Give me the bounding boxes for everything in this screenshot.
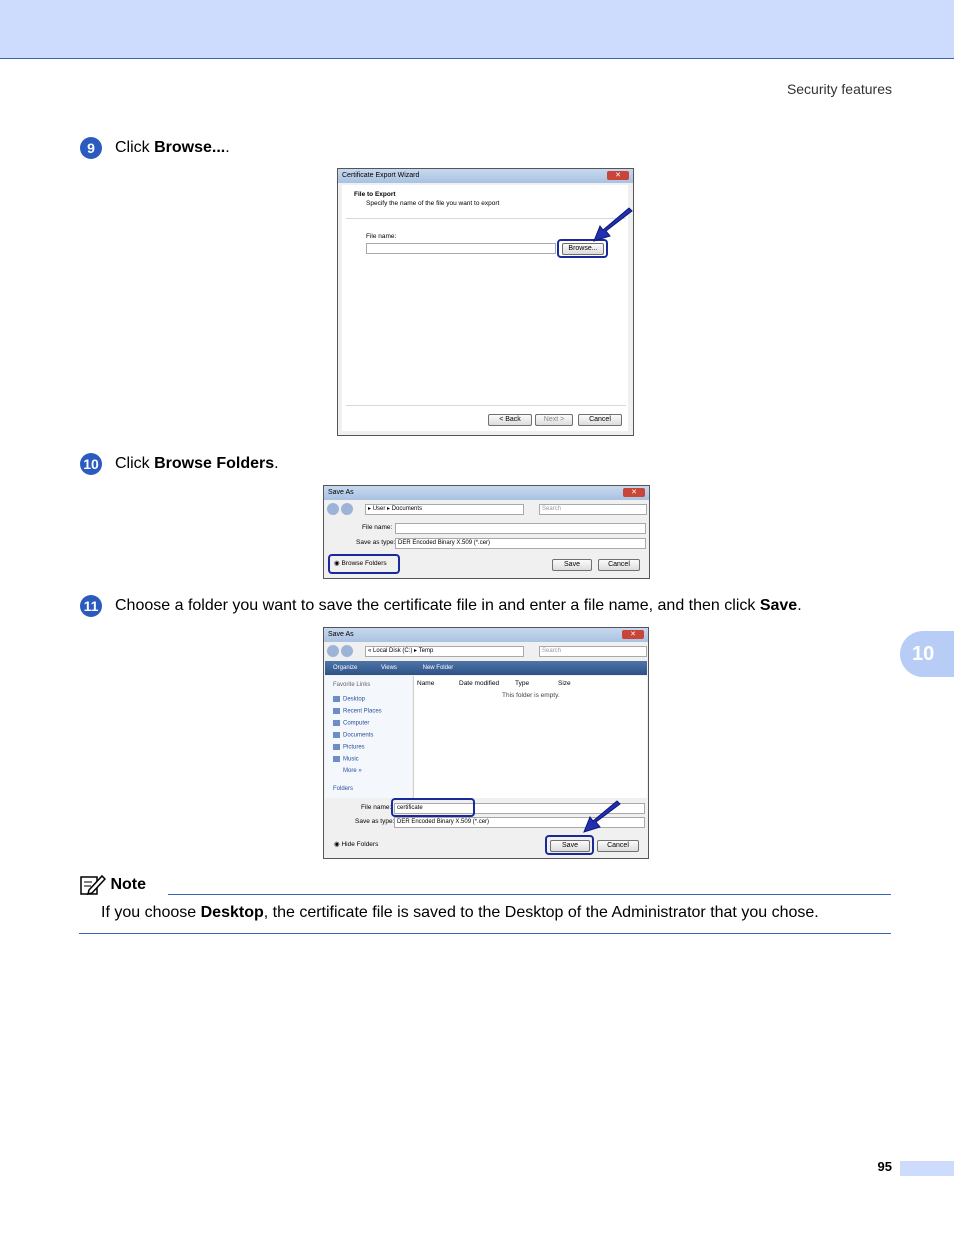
nav-link-computer[interactable]: Computer xyxy=(333,720,369,727)
dialog-title xyxy=(324,486,649,500)
file-name-label: File name: xyxy=(361,804,392,811)
desktop-icon xyxy=(333,696,340,702)
page-number: 95 xyxy=(877,1159,892,1174)
step-bold: Browse Folders xyxy=(154,455,275,472)
save-button[interactable]: Save xyxy=(552,559,592,571)
step-suffix: . xyxy=(797,597,802,614)
note-pencil-icon xyxy=(80,874,106,896)
column-type[interactable]: Type xyxy=(515,680,530,687)
column-size[interactable]: Size xyxy=(558,680,571,687)
highlight-box xyxy=(391,798,475,817)
nav-link-recent[interactable]: Recent Places xyxy=(333,708,382,715)
save-as-dialog-expanded xyxy=(323,627,649,859)
chapter-tab: 10 xyxy=(900,631,954,677)
save-type-label: Save as type: xyxy=(355,818,395,825)
dialog-title xyxy=(324,628,648,642)
close-icon[interactable]: ✕ xyxy=(607,171,629,180)
back-nav-icon[interactable] xyxy=(327,645,339,657)
wizard-subheading: Specify the name of the file you want to export xyxy=(366,200,500,207)
cancel-button[interactable]: Cancel xyxy=(598,559,640,571)
step-text: Choose a folder you want to save the certificate file in and enter a file name, and then click xyxy=(115,597,760,614)
column-date-modified[interactable]: Date modified xyxy=(459,680,500,687)
file-name-label: File name: xyxy=(366,233,397,240)
navigation-pane xyxy=(325,676,412,798)
music-icon xyxy=(333,756,340,762)
address-bar[interactable]: « Local Disk (C:) ▸ Temp xyxy=(365,646,524,657)
file-name-input[interactable]: certificate xyxy=(394,803,645,814)
forward-nav-icon[interactable] xyxy=(341,645,353,657)
back-nav-icon[interactable] xyxy=(327,503,339,515)
file-name-input[interactable] xyxy=(366,243,556,254)
nav-link-pictures[interactable]: Pictures xyxy=(333,744,365,751)
back-button[interactable]: < Back xyxy=(488,414,532,426)
note-text-prefix: If you choose xyxy=(101,904,201,921)
file-name-label: File name: xyxy=(362,524,393,531)
step-number: 9 xyxy=(80,137,102,159)
address-bar[interactable]: ▸ User ▸ Documents xyxy=(365,504,524,515)
cancel-button[interactable]: Cancel xyxy=(578,414,622,426)
dialog-title xyxy=(338,169,633,183)
highlight-box xyxy=(545,835,594,855)
divider xyxy=(346,218,626,219)
note-text-suffix: , the certificate file is saved to the Desktop of the Administrator that you chose. xyxy=(263,904,819,921)
header-bar xyxy=(0,0,954,59)
close-icon[interactable]: ✕ xyxy=(623,488,645,497)
note-heading xyxy=(80,874,146,896)
empty-folder-message: This folder is empty. xyxy=(502,692,560,699)
recent-icon xyxy=(333,708,340,714)
arrow-icon xyxy=(580,800,624,836)
highlight-box xyxy=(328,554,400,574)
search-input[interactable]: Search xyxy=(539,504,647,515)
computer-icon xyxy=(333,720,340,726)
note-bottom-divider xyxy=(79,933,891,934)
note-text-bold: Desktop xyxy=(200,904,264,921)
page-bar xyxy=(900,1161,954,1176)
dialog-title-text: Save As xyxy=(328,631,354,638)
wizard-body xyxy=(342,185,628,431)
step-number: 11 xyxy=(80,595,102,617)
next-button[interactable]: Next > xyxy=(535,414,573,426)
column-name[interactable]: Name xyxy=(417,680,435,687)
browse-folders-button[interactable]: ◉ Browse Folders xyxy=(334,560,387,567)
note-title: Note xyxy=(110,876,147,893)
dialog-title-text: Certificate Export Wizard xyxy=(342,172,420,179)
section-title: Security features xyxy=(786,81,892,97)
toolbar xyxy=(325,661,647,675)
arrow-icon xyxy=(588,207,636,245)
documents-icon xyxy=(333,732,340,738)
close-icon[interactable]: ✕ xyxy=(622,630,644,639)
file-name-input[interactable] xyxy=(395,523,646,534)
dialog-title-text: Save As xyxy=(328,489,354,496)
save-type-select[interactable]: DER Encoded Binary X.509 (*.cer) xyxy=(394,817,645,828)
step-text: Click xyxy=(115,455,155,472)
organize-button[interactable]: Organize xyxy=(333,665,358,671)
step-bold: Browse... xyxy=(154,139,226,156)
save-button[interactable]: Save xyxy=(550,840,590,852)
step-text: Click xyxy=(115,139,155,156)
wizard-heading: File to Export xyxy=(354,191,396,198)
step-bold: Save xyxy=(759,597,798,614)
note-text xyxy=(101,904,819,922)
nav-link-documents[interactable]: Documents xyxy=(333,732,373,739)
step-suffix: . xyxy=(274,455,279,472)
nav-link-music[interactable]: Music xyxy=(333,756,359,763)
browse-button[interactable]: Browse... xyxy=(562,243,604,255)
favorite-links-heading: Favorite Links xyxy=(333,682,371,688)
note-divider xyxy=(168,894,891,895)
file-list xyxy=(413,676,647,798)
divider xyxy=(346,405,626,406)
new-folder-button[interactable]: New Folder xyxy=(422,665,454,671)
pictures-icon xyxy=(333,744,340,750)
search-input[interactable]: Search xyxy=(539,646,647,657)
nav-link-more[interactable]: More » xyxy=(343,768,362,774)
cancel-button[interactable]: Cancel xyxy=(597,840,639,852)
views-button[interactable]: Views xyxy=(381,665,397,671)
forward-nav-icon[interactable] xyxy=(341,503,353,515)
save-type-select[interactable]: DER Encoded Binary X.509 (*.cer) xyxy=(395,538,646,549)
folders-toggle[interactable]: Folders xyxy=(333,786,354,792)
step-suffix: . xyxy=(225,139,230,156)
hide-folders-button[interactable]: ◉ Hide Folders xyxy=(334,841,379,848)
save-type-label: Save as type: xyxy=(356,539,396,546)
step-number: 10 xyxy=(80,453,102,475)
nav-link-desktop[interactable]: Desktop xyxy=(333,696,365,703)
certificate-export-wizard xyxy=(337,168,634,436)
save-as-dialog-collapsed xyxy=(323,485,650,579)
